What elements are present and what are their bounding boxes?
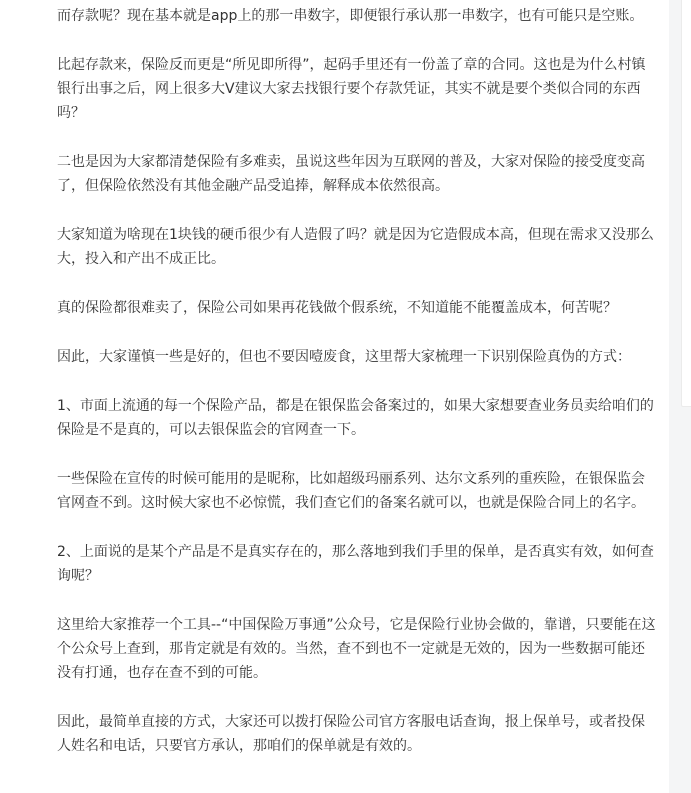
article-paragraph-6: 因此，大家谨慎一些是好的，但也不要因噎废食，这里帮大家梳理一下识别保险真伪的方式：: [57, 349, 631, 365]
article-paragraph-3: 二也是因为大家都清楚保险有多难卖，虽说这些年因为互联网的普及，大家对保险的接受度变高了，但保险依然没有其他金融产品受追捧，解释成本依然很高。: [57, 154, 645, 194]
article-paragraph-10: 这里给大家推荐一个工具--“中国保险万事通”公众号，它是保险行业协会做的，靠谱，只要能在这个公众号上查到，那肯定就是有效的。当然，查不到也不一定就是无效的，因为一些数据可能还没有打通，也存在查不到的可能。: [57, 617, 656, 681]
article-paragraph-7: 1、市面上流通的每一个保险产品，都是在银保监会备案过的，如果大家想要查业务员卖给咱们的保险是不是真的，可以去银保监会的官网查一下。: [57, 398, 654, 438]
article-paragraph-1: 而存款呢？现在基本就是app上的那一串数字，即便银行承认那一串数字，也有可能只是空账。: [57, 8, 644, 24]
article-paragraph-9: 2、上面说的是某个产品是不是真实存在的，那么落地到我们手里的保单，是否真实有效，如何查询呢？: [57, 544, 654, 584]
article-paragraph-11: 因此，最简单直接的方式，大家还可以拨打保险公司官方客服电话查询，报上保单号，或者投保人姓名和电话，只要官方承认，那咱们的保单就是有效的。: [57, 714, 645, 754]
article-body: [57, 4, 657, 783]
article-paragraph-8: 一些保险在宣传的时候可能用的是昵称，比如超级玛丽系列、达尔文系列的重疾险，在银保监会官网查不到。这时候大家也不必惊慌，我们查它们的备案名就可以，也就是保险合同上的名字。: [57, 471, 645, 511]
article-paragraph-5: 真的保险都很难卖了，保险公司如果再花钱做个假系统，不知道能不能覆盖成本，何苦呢？: [57, 300, 617, 316]
article-paragraph-2: 比起存款来，保险反而更是“所见即所得”，起码手里还有一份盖了章的合同。这也是为什么村镇银行出事之后，网上很多大V建议大家去找银行要个存款凭证，其实不就是要个类似合同的东西吗？: [57, 57, 646, 121]
sidebar-card-edge: [681, 0, 691, 407]
article-paragraph-4: 大家知道为啥现在1块钱的硬币很少有人造假了吗？就是因为它造假成本高，但现在需求又没那么大，投入和产出不成正比。: [57, 227, 654, 267]
